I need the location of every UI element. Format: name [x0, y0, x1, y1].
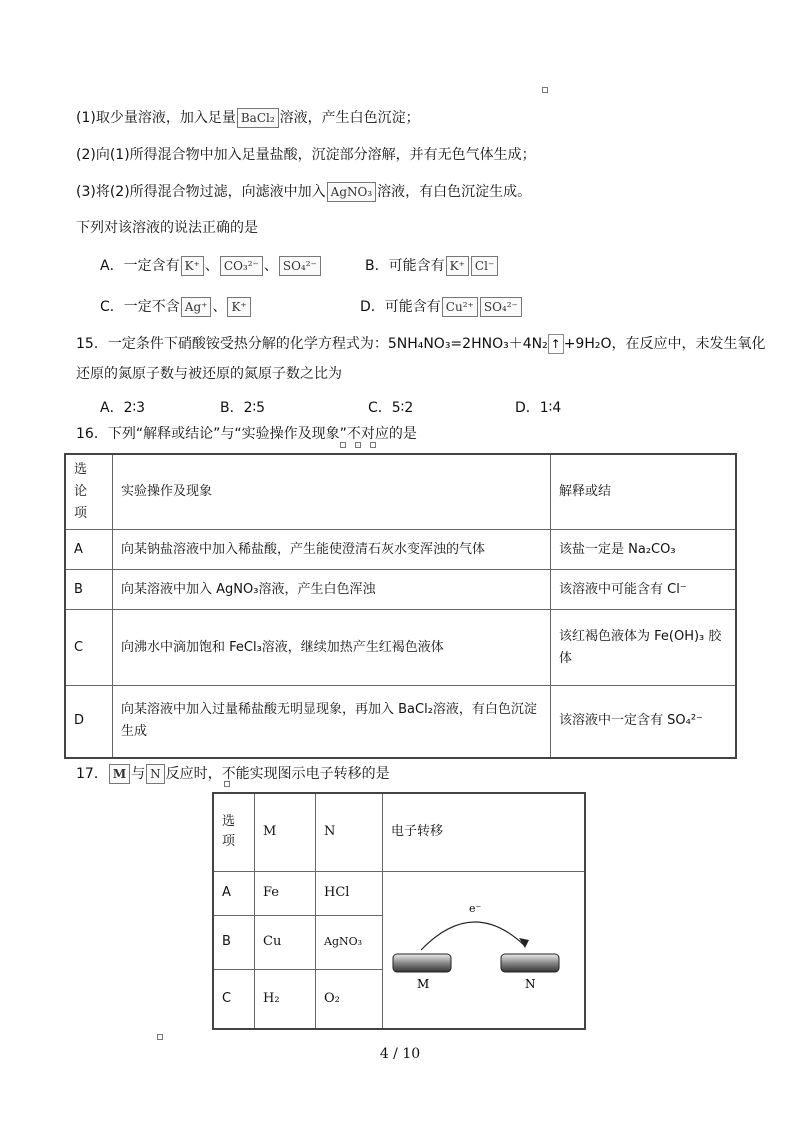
m-electrode — [393, 954, 451, 972]
page-number: 4 / 10 — [379, 1046, 421, 1062]
q15-line-2: 还原的氮原子数与被还原的氮原子数之比为 — [76, 366, 342, 382]
marker — [542, 87, 548, 93]
n-label: N — [525, 977, 536, 992]
q15-line-1: 15．一定条件下硝酸铵受热分解的化学方程式为：5NH₄NO₃=2HNO₃＋4N₂ ↑ +9H₂O，在反应中，未发生氧化 — [76, 336, 766, 352]
marker — [157, 1034, 163, 1040]
q15-option-c: C．5∶2 — [368, 400, 414, 416]
header-option: 选 论 项 — [65, 454, 113, 530]
formula-box: BaCl₂ — [237, 108, 279, 128]
arrow-head — [519, 938, 529, 948]
header-operation: 实验操作及现象 — [113, 454, 551, 530]
table-row: B 向某溶液中加入 AgNO₃溶液，产生白色浑浊 该溶液中可能含有 Cl⁻ — [65, 570, 736, 610]
q14-option-d: D．可能含有 Cu²⁺ SO₄²⁻ — [360, 296, 523, 317]
q14-option-a: A．一定含有 K⁺ 、 CO₃²⁻ 、 SO₄²⁻ — [100, 255, 322, 276]
q17-stem: 17． M 与 N 反应时，不能实现图示电子转移的是 — [76, 766, 390, 782]
q16-stem: 16．下列“解释或结论”与“实验操作及现象”不对应的是 — [76, 426, 417, 442]
electron-diagram — [383, 876, 583, 1016]
q14-stem: 下列对该溶液的说法正确的是 — [76, 220, 258, 236]
q14-option-b: B．可能含有 K⁺ Cl⁻ — [365, 255, 499, 276]
transfer-arrow — [421, 922, 525, 950]
m-label: M — [417, 977, 430, 992]
n-electrode — [501, 954, 559, 972]
q15-option-d: D．1∶4 — [515, 400, 562, 416]
step-3: (3)将(2)所得混合物过滤，向滤液中加入 AgNO₃ 溶液，有白色沉淀生成。 — [76, 184, 532, 200]
electron-label: e⁻ — [469, 902, 482, 916]
q14-option-c: C．一定不含 Ag⁺ 、 K⁺ — [100, 296, 252, 317]
table-row: B Cu AgNO₃ — [213, 915, 585, 969]
table-header-row — [65, 454, 736, 530]
table-row: C H₂ O₂ — [213, 969, 585, 1029]
q17-table — [212, 792, 586, 1030]
header-result: 解释或结 — [551, 454, 737, 530]
formula-box: AgNO₃ — [327, 182, 377, 202]
q15-option-b: B．2∶5 — [220, 400, 266, 416]
table-header-row: 选 项 M N 电子转移 — [213, 793, 585, 871]
q15-option-a: A．2∶3 — [100, 400, 146, 416]
table-row: D 向某溶液中加入过量稀盐酸无明显现象，再加入 BaCl₂溶液，有白色沉淀生成 该溶液中一定含有 SO₄²⁻ — [65, 686, 736, 758]
table-row: C 向沸水中滴加饱和 FeCl₃溶液，继续加热产生红褐色液体 该红褐色液体为 Fe(OH)₃ 胶体 — [65, 610, 736, 686]
q16-table — [64, 453, 737, 759]
table-row: A Fe HCl e⁻ M N — [213, 871, 585, 915]
electron-transfer-diagram — [383, 871, 586, 1029]
step-2: (2)向(1)所得混合物中加入足量盐酸，沉淀部分溶解，并有无色气体生成； — [76, 147, 536, 163]
step-1: (1)取少量溶液，加入足量 BaCl₂ 溶液，产生白色沉淀； — [76, 110, 420, 126]
table-row: A 向某钠盐溶液中加入稀盐酸，产生能使澄清石灰水变浑浊的气体 该盐一定是 Na₂CO₃ — [65, 530, 736, 570]
